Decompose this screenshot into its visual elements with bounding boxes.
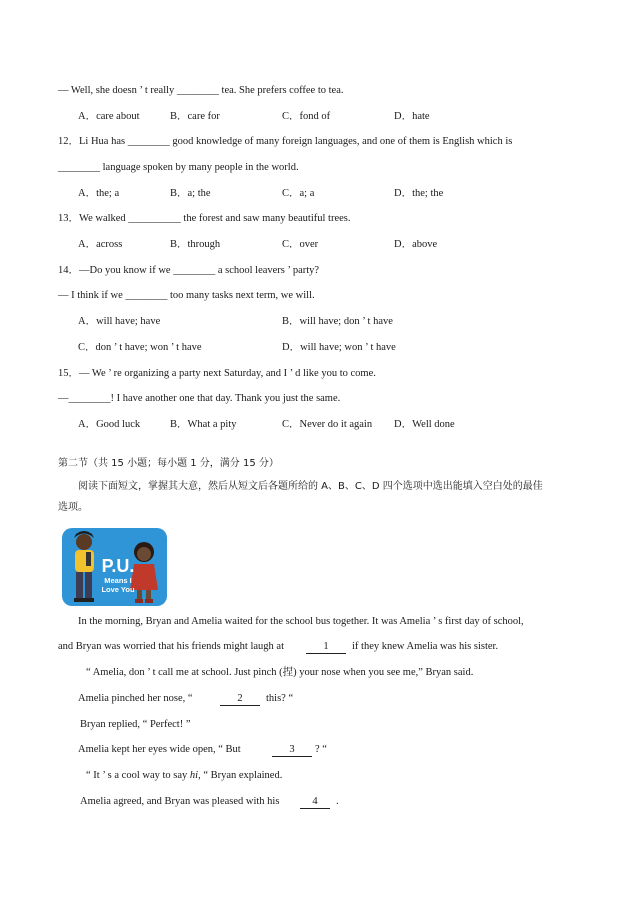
passage-paragraph1-line2-end: if they knew Amelia was his sister. <box>352 641 499 652</box>
blank-4-number: 4 <box>312 796 318 807</box>
q15-option-a: A．Good luck <box>78 419 141 430</box>
q15-stem-line1: 15．— We ’ re organizing a party next Saturday, and I ’ d like you to come. <box>58 368 376 379</box>
q15-option-c: C．Never do it again <box>282 419 373 430</box>
boy-shirt <box>75 550 94 572</box>
passage-paragraph5-end: ? “ <box>315 744 327 755</box>
section2-heading: 第二节（共 15 小题；每小题 1 分，满分 15 分） <box>58 458 279 469</box>
q11-option-d: D．hate <box>394 111 430 122</box>
passage-paragraph3-end: this? “ <box>266 693 294 704</box>
q13-option-b: B．through <box>170 239 221 250</box>
section2-instruction-line1: 阅读下面短文，掌握其大意，然后从短文后各题所给的 A、B、C、D 四个选项中选出能填入空白处的最佳 <box>78 481 543 492</box>
q14-stem-line2: — I think if we ________ too many tasks next term, we will. <box>58 290 315 301</box>
q14-option-a: A．will have; have <box>78 316 161 327</box>
passage-paragraph7-start: Amelia agreed, and Bryan was pleased with his <box>80 796 280 807</box>
passage-paragraph4: Bryan replied, “ Perfect! ” <box>80 719 191 730</box>
passage-paragraph6-start: “ It ’ s a cool way to say <box>86 770 190 781</box>
q13-stem: 13．We walked __________ the forest and saw many beautiful trees. <box>58 213 351 224</box>
illustration-line2: Love You <box>101 585 135 594</box>
story-illustration <box>62 528 167 606</box>
q12-option-c: C．a; a <box>282 188 315 199</box>
illustration-art <box>62 528 167 606</box>
q13-option-a: A．across <box>78 239 123 250</box>
illustration-line1: Means I <box>104 576 132 585</box>
q15-stem-line2: —________! I have another one that day. Thank you just the same. <box>58 393 341 404</box>
passage-paragraph1-line1: In the morning, Bryan and Amelia waited for the school bus together. It was Amelia ’ s first day of school, <box>78 616 524 627</box>
q13-option-c: C．over <box>282 239 319 250</box>
section2-instruction-line2: 选项。 <box>58 502 88 513</box>
passage-paragraph6-italic: hi <box>189 770 199 781</box>
q12-stem-line2: ________ language spoken by many people in the world. <box>58 162 299 173</box>
girl-head <box>137 547 151 561</box>
blank-2-number: 2 <box>237 693 243 704</box>
q12-stem-line1: 12．Li Hua has ________ good knowledge of many foreign languages, and one of them is English which is <box>58 136 513 147</box>
passage-paragraph6-end: , “ Bryan explained. <box>198 770 283 781</box>
passage-paragraph2: “ Amelia, don ’ t call me at school. Just pinch (捏) your nose when you see me,” Bryan said. <box>86 667 474 678</box>
blank-1-number: 1 <box>323 641 329 652</box>
q12-option-a: A．the; a <box>78 188 120 199</box>
q15-option-b: B．What a pity <box>170 419 237 430</box>
q12-option-b: B．a; the <box>170 188 211 199</box>
girl-shoe-right <box>145 599 153 603</box>
q14-option-c: C．don ’ t have; won ’ t have <box>78 342 202 353</box>
q11-stem: — Well, she doesn ’ t really ________ tea. She prefers coffee to tea. <box>58 85 344 96</box>
q11-option-a: A．care about <box>78 111 140 122</box>
q11-option-c: C．fond of <box>282 111 331 122</box>
girl-leg-right <box>146 590 151 600</box>
passage-paragraph5-start: Amelia kept her eyes wide open, “ But <box>78 744 241 755</box>
boy-head <box>76 534 92 550</box>
boy-leg-left <box>76 572 83 598</box>
girl-leg-left <box>137 590 142 600</box>
girl-shoe-left <box>135 599 143 603</box>
q11-option-b: B．care for <box>170 111 220 122</box>
passage-paragraph3-start: Amelia pinched her nose, “ <box>78 693 193 704</box>
q12-option-d: D．the; the <box>394 188 444 199</box>
passage-paragraph7-end: . <box>336 796 339 807</box>
passage-paragraph6 <box>86 769 282 783</box>
illustration-title: P.U. <box>101 556 135 576</box>
q14-stem-line1: 14．—Do you know if we ________ a school leavers ’ party? <box>58 265 320 276</box>
boy-shoe-right <box>84 598 94 602</box>
boy-leg-right <box>85 572 92 598</box>
q15-option-d: D．Well done <box>394 419 455 430</box>
boy-backpack-strap <box>86 552 91 566</box>
q13-option-d: D．above <box>394 239 438 250</box>
q14-option-b: B．will have; don ’ t have <box>282 316 393 327</box>
q14-option-d: D．will have; won ’ t have <box>282 342 396 353</box>
passage-paragraph1-line2-start: and Bryan was worried that his friends might laugh at <box>58 641 284 652</box>
boy-shoe-left <box>74 598 84 602</box>
blank-3-number: 3 <box>289 744 295 755</box>
